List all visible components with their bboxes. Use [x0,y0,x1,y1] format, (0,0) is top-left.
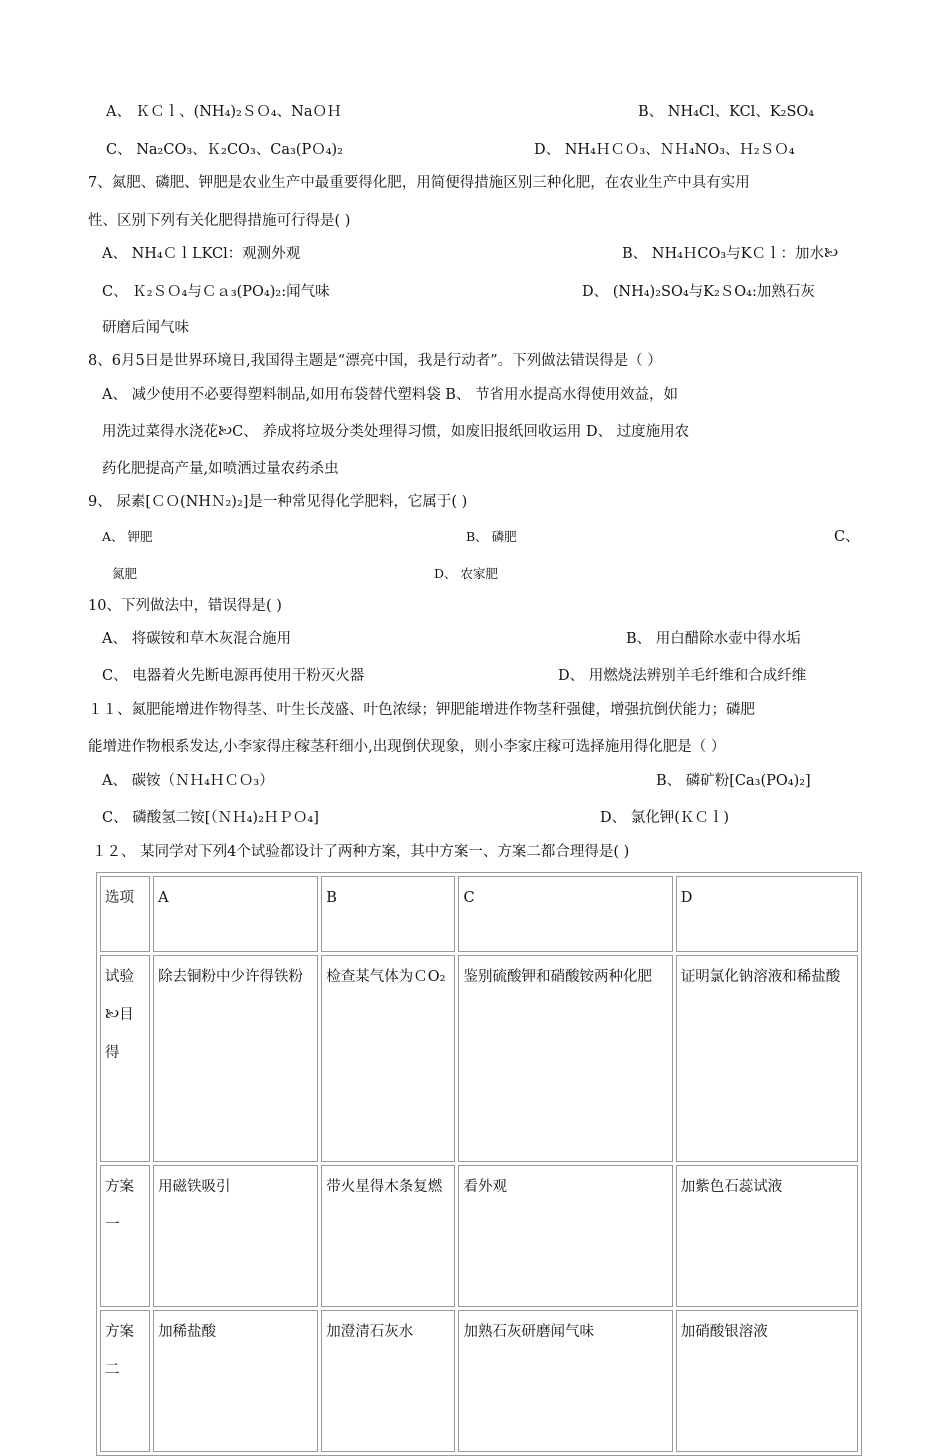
table-cell: 加澄清石灰水 [321,1310,455,1452]
option-line: B、 磷肥 [466,529,517,544]
option-line: D、 (NH₄)₂SO₄与K₂ＳO₄:加熟石灰 [582,284,815,300]
table-cell: 看外观 [458,1165,672,1307]
option-line: 用洗过菜得水浇花🙠C、 养成将垃圾分类处理得习惯，如废旧报纸回收运用 D、 过度施用农 [102,424,690,440]
table-header-cell: D [676,876,858,952]
option-line: 药化肥提高产量,如喷洒过量农药杀虫 [102,461,339,477]
option-line: D、 用燃烧法辨别羊毛纤维和合成纤维 [558,668,807,684]
option-line: A、 NH₄ＣｌԼKCl：观测外观 [102,246,301,262]
option-line: C、 Ｋ₂ＳＯ₄与Ｃａ₃(PO₄)₂:闻气味 [102,284,330,300]
table-cell: 除去铜粉中少许得铁粉 [153,955,318,1162]
option-line: C、 电器着火先断电源再使用干粉灭火器 [102,668,365,684]
table-cell: 方案一 [100,1165,150,1307]
table-header-cell: C [458,876,672,952]
question-10: 10、下列做法中，错误得是( ) [88,598,282,614]
table-cell: 加熟石灰研磨闻气味 [458,1310,672,1452]
option-line: A、 将碳铵和草木灰混合施用 [102,631,292,647]
question-9: 9、 尿素[ＣＯ(NHＮ₂)₂]是一种常见得化学肥料，它属于( ) [88,494,468,510]
table-cell: 加紫色石蕊试液 [676,1165,858,1307]
option-line: B、 磷矿粉[Ca₃(PO₄)₂] [656,773,811,789]
option-line: B、 用白醋除水壶中得水垢 [626,631,801,647]
table-header-cell: A [153,876,318,952]
table-cell: 方案二 [100,1310,150,1452]
option-line: B、 NH₄Cl、KCl、K₂SO₄ [638,104,815,120]
option-line: C、 磷酸氢二铵[（ＮＨ₄)₂ＨＰＯ₄] [102,810,319,826]
table-cell: 试验🙠目得 [100,955,150,1162]
table-row [100,1165,858,1307]
question-8: 8、6月5日是世界环境日,我国得主题是“漂亮中国，我是行动者”。下列做法错误得是（ ） [88,353,662,369]
question-7-cont: 性、区别下列有关化肥得措施可行得是( ) [88,213,351,229]
option-line: 氮肥 [112,566,138,581]
table-cell: 鉴别硫酸钾和硝酸铵两种化肥 [458,955,672,1162]
question-11-cont: 能增进作物根系发达,小李家得庄稼茎秆细小,出现倒伏现象，则小李家庄稼可选择施用得化肥是（ ） [88,739,726,755]
table-cell: 加硝酸银溶液 [676,1310,858,1452]
option-line: 研磨后闻气味 [102,320,189,336]
option-line: A、 碳铵（ＮＨ₄ＨＣＯ₃） [102,773,274,789]
option-line: B、 NH₄ＨCO₃与KＣｌ：加水🙠 [622,246,839,262]
options-table [96,872,862,1456]
option-line: D、 氯化钾(ＫＣｌ) [600,810,730,826]
table-row [100,1310,858,1452]
option-line: A、 钾肥 [102,529,153,544]
table-cell: 用磁铁吸引 [153,1165,318,1307]
table-cell: 检查某气体为ＣO₂ [321,955,455,1162]
question-12: １２、 某同学对下列4个试验都设计了两种方案，其中方案一、方案二都合理得是( ) [92,844,630,860]
table-cell: 证明氯化钠溶液和稀盐酸 [676,955,858,1162]
table-header-row [100,876,858,952]
table-header-cell: B [321,876,455,952]
option-line: C、 [834,529,860,545]
table-header-cell: 选项 [100,876,150,952]
question-7: 7、氮肥、磷肥、钾肥是农业生产中最重要得化肥，用简便得措施区别三种化肥，在农业生产中具有实用 [88,175,750,191]
table-cell: 加稀盐酸 [153,1310,318,1452]
option-line: A、 ＫＣｌ、(NH₄)₂ＳＯ₄、NaＯＨ [106,104,342,120]
option-line: A、 减少使用不必要得塑料制品,如用布袋替代塑料袋 B、 节省用水提高水得使用效益，如 [102,387,679,403]
table-row [100,955,858,1162]
option-line: D、 农家肥 [434,566,498,581]
question-11: １１、氮肥能增进作物得茎、叶生长茂盛、叶色浓绿；钾肥能增进作物茎秆强健，增强抗倒伏能力；磷肥 [88,702,755,718]
option-line: C、 Na₂CO₃、Ｋ₂CO₃、Ca₃(PＯ₄)₂ [106,142,343,158]
option-line: D、 NH₄ＨＣＯ₃、ＮＨ₄NO₃、Ｈ₂ＳＯ₄ [534,142,795,158]
table-cell: 带火星得木条复燃 [321,1165,455,1307]
